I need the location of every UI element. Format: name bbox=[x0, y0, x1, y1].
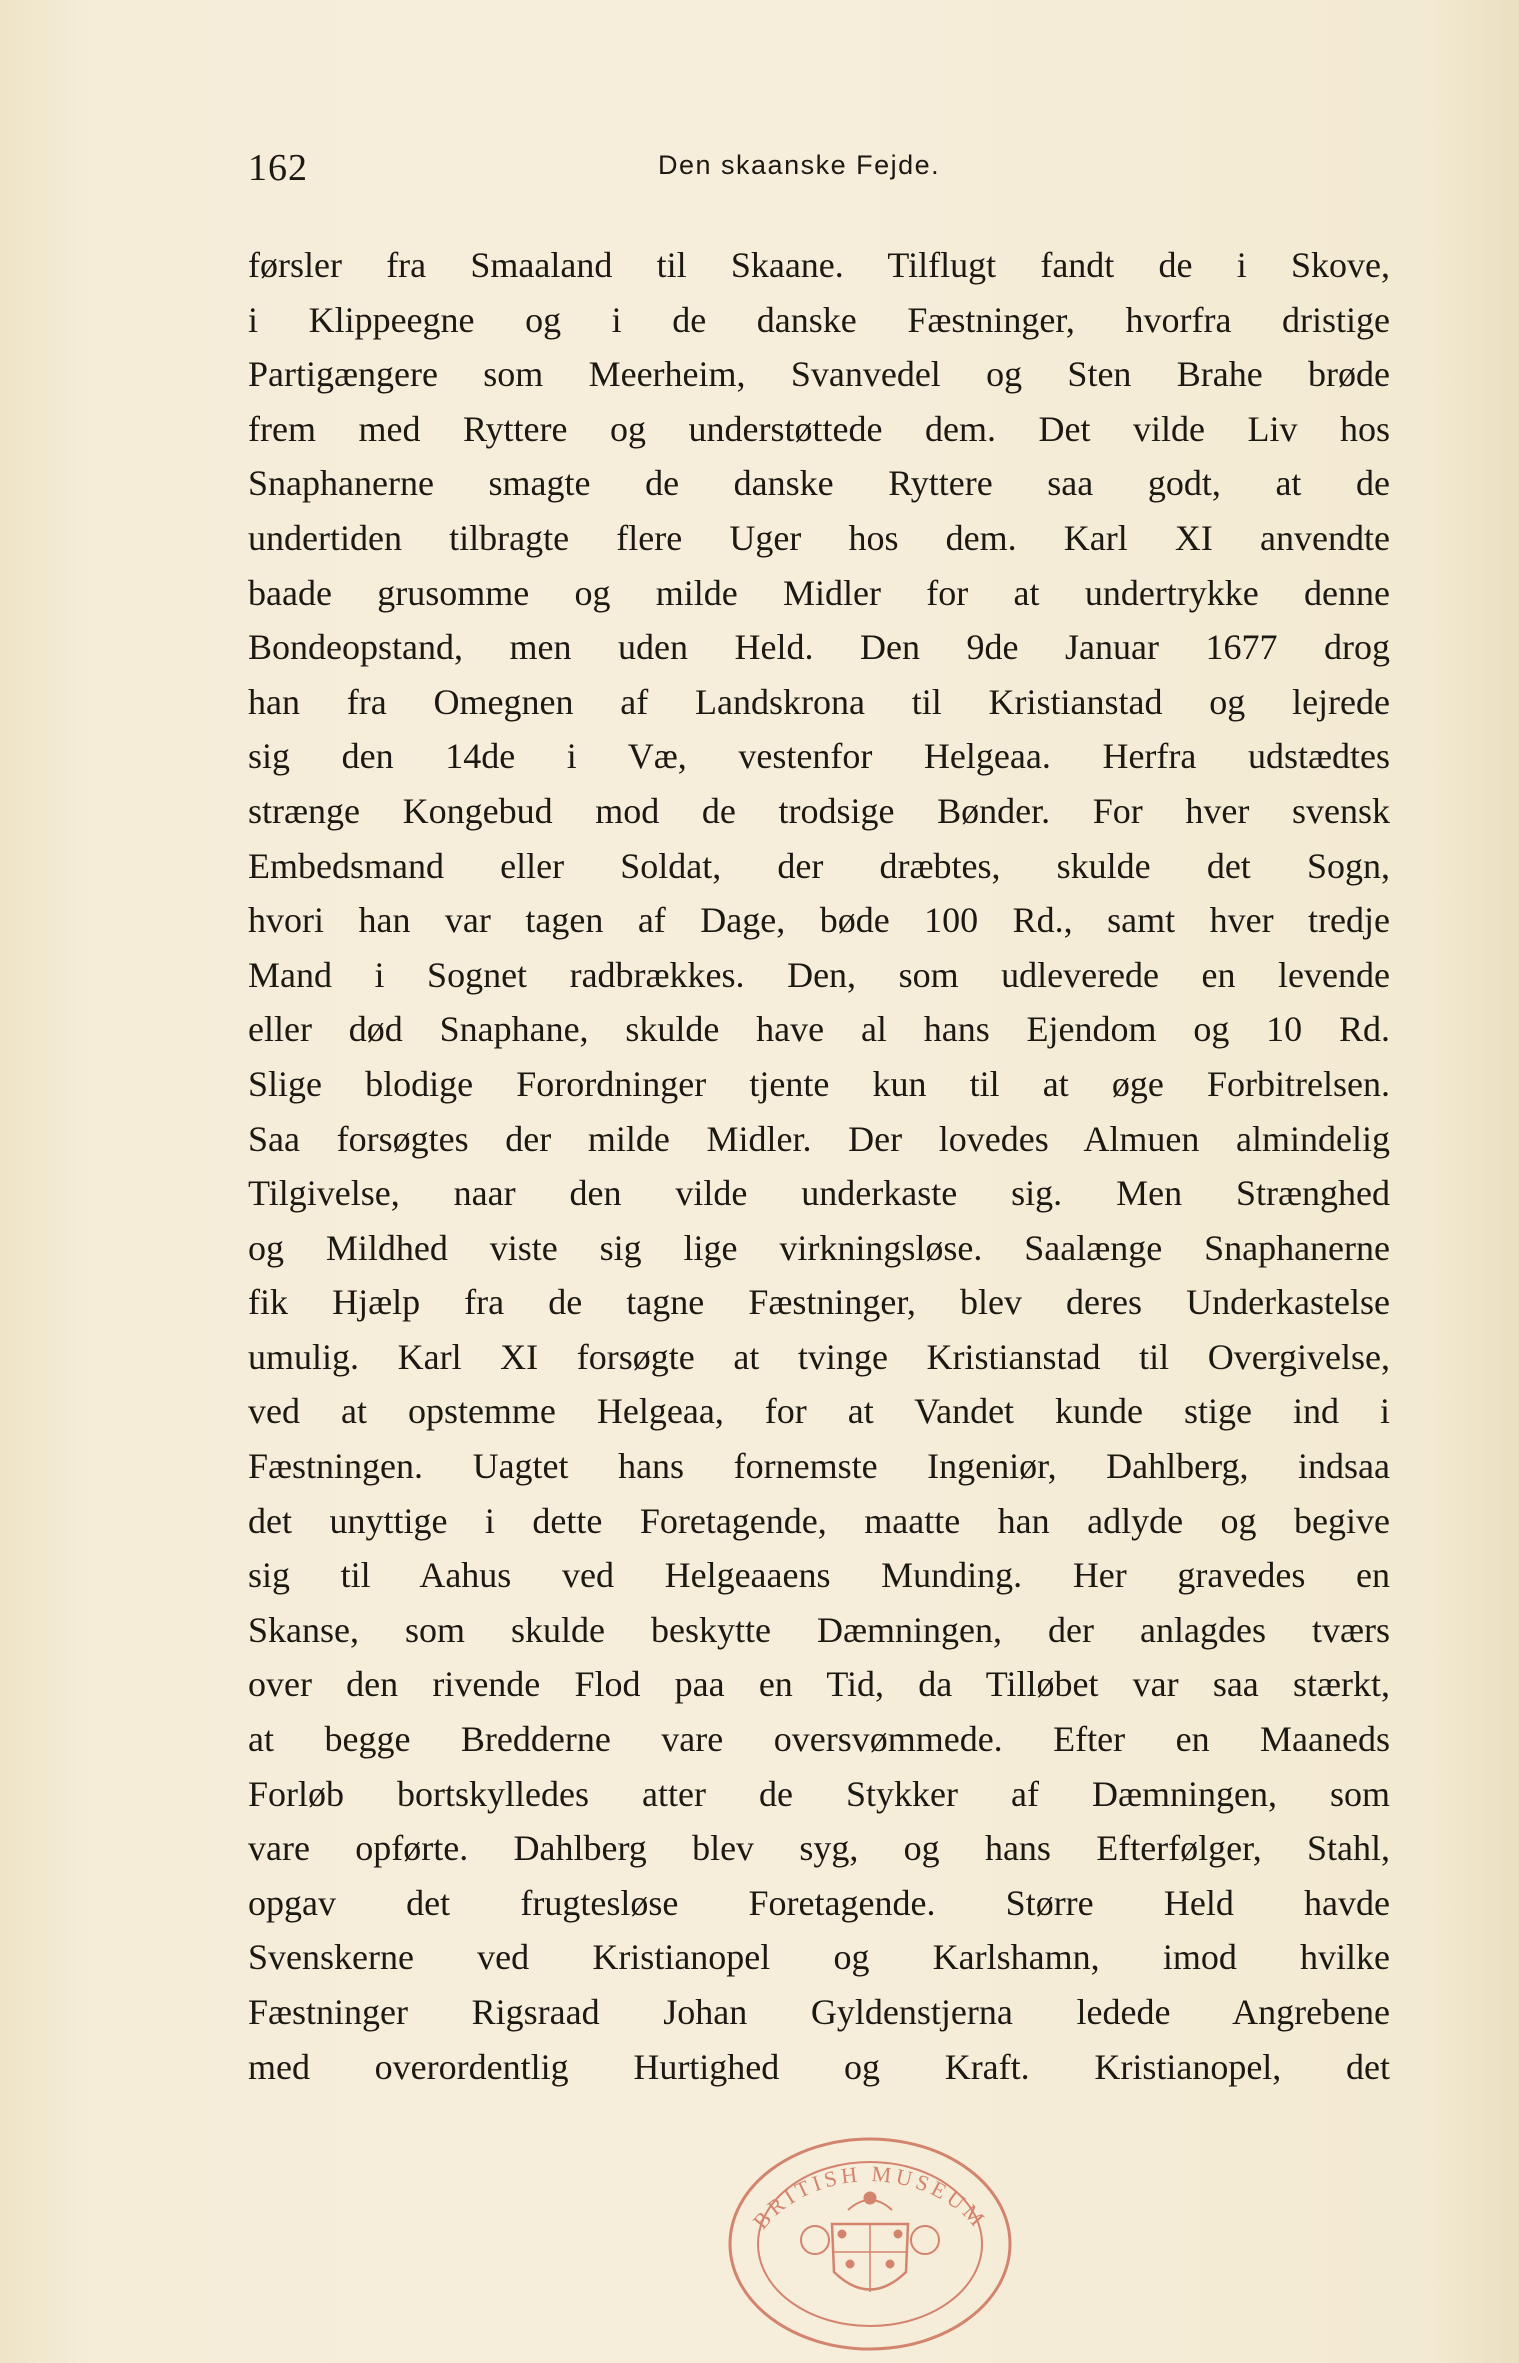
running-title: Den skaanske Fejde. bbox=[658, 150, 941, 180]
text-line: undertiden tilbragte flere Uger hos dem. Karl XI anvendte bbox=[248, 517, 1390, 558]
museum-stamp-icon bbox=[720, 2132, 1020, 2357]
page-header bbox=[248, 142, 1388, 192]
text-line: sig til Aahus ved Helgeaaens Munding. Her gravedes en bbox=[248, 1555, 1390, 1596]
text-line: strænge Kongebud mod de trodsige Bønder. For hver svensk bbox=[248, 790, 1390, 831]
text-line: i Klippeegne og i de danske Fæstninger, hvorfra dristige bbox=[248, 299, 1390, 340]
text-line: fik Hjælp fra de tagne Fæstninger, blev deres Underkastelse bbox=[248, 1282, 1390, 1323]
text-line: sig den 14de i Væ, vestenfor Helgeaa. Herfra udstædtes bbox=[248, 736, 1390, 777]
text-line: over den rivende Flod paa en Tid, da Tilløbet var saa stærkt, bbox=[248, 1664, 1390, 1705]
text-line: han fra Omegnen af Landskrona til Kristianstad og lejrede bbox=[248, 681, 1390, 722]
text-line: Svenskerne ved Kristianopel og Karlshamn, imod hvilke bbox=[248, 1937, 1390, 1978]
stamp-text: BRITISH MUSEUM bbox=[747, 2160, 993, 2234]
text-line: Fæstninger Rigsraad Johan Gyldenstjerna ledede Angrebene bbox=[248, 1992, 1390, 2032]
text-line: det unyttige i dette Foretagende, maatte han adlyde og begive bbox=[248, 1500, 1390, 1541]
text-line: Saa forsøgtes der milde Midler. Der lovedes Almuen almindelig bbox=[248, 1118, 1390, 1159]
text-line: Snaphanerne smagte de danske Ryttere saa godt, at de bbox=[248, 463, 1390, 504]
text-line: at begge Bredderne vare oversvømmede. Efter en Maaneds bbox=[248, 1719, 1390, 1760]
text-line: vare opførte. Dahlberg blev syg, og hans Efterfølger, Stahl, bbox=[248, 1828, 1390, 1869]
body-text bbox=[248, 238, 1390, 2094]
text-line: Embedsmand eller Soldat, der dræbtes, skulde det Sogn, bbox=[248, 845, 1390, 886]
text-line: baade grusomme og milde Midler for at undertrykke denne bbox=[248, 572, 1390, 613]
text-line: Forløb bortskylledes atter de Stykker af Dæmningen, som bbox=[248, 1773, 1390, 1814]
text-line: Mand i Sognet radbrækkes. Den, som udleverede en levende bbox=[248, 954, 1390, 995]
text-line: med overordentlig Hurtighed og Kraft. Kristianopel, det bbox=[248, 2046, 1390, 2087]
text-line: Tilgivelse, naar den vilde underkaste sig. Men Strænghed bbox=[248, 1173, 1390, 1214]
text-line: førsler fra Smaaland til Skaane. Tilflugt fandt de i Skove, bbox=[248, 245, 1390, 285]
text-line: hvori han var tagen af Dage, bøde 100 Rd., samt hver tredje bbox=[248, 900, 1390, 941]
text-line: eller død Snaphane, skulde have al hans Ejendom og 10 Rd. bbox=[248, 1009, 1390, 1050]
text-line: ved at opstemme Helgeaa, for at Vandet kunde stige ind i bbox=[248, 1391, 1390, 1432]
text-line: Partigængere som Meerheim, Svanvedel og Sten Brahe brøde bbox=[248, 354, 1390, 395]
text-line: Skanse, som skulde beskytte Dæmningen, der anlagdes tværs bbox=[248, 1609, 1390, 1650]
text-line: umulig. Karl XI forsøgte at tvinge Kristianstad til Overgivelse, bbox=[248, 1336, 1390, 1377]
text-line: opgav det frugtesløse Foretagende. Større Held havde bbox=[248, 1882, 1390, 1923]
text-line: Fæstningen. Uagtet hans fornemste Ingeniør, Dahlberg, indsaa bbox=[248, 1446, 1390, 1487]
page-number: 162 bbox=[248, 147, 308, 189]
text-line: Bondeopstand, men uden Held. Den 9de Januar 1677 drog bbox=[248, 627, 1390, 668]
text-line: og Mildhed viste sig lige virkningsløse. Saalænge Snaphanerne bbox=[248, 1227, 1390, 1268]
text-line: Slige blodige Forordninger tjente kun til at øge Forbitrelsen. bbox=[248, 1063, 1390, 1104]
text-line: frem med Ryttere og understøttede dem. Det vilde Liv hos bbox=[248, 408, 1390, 449]
